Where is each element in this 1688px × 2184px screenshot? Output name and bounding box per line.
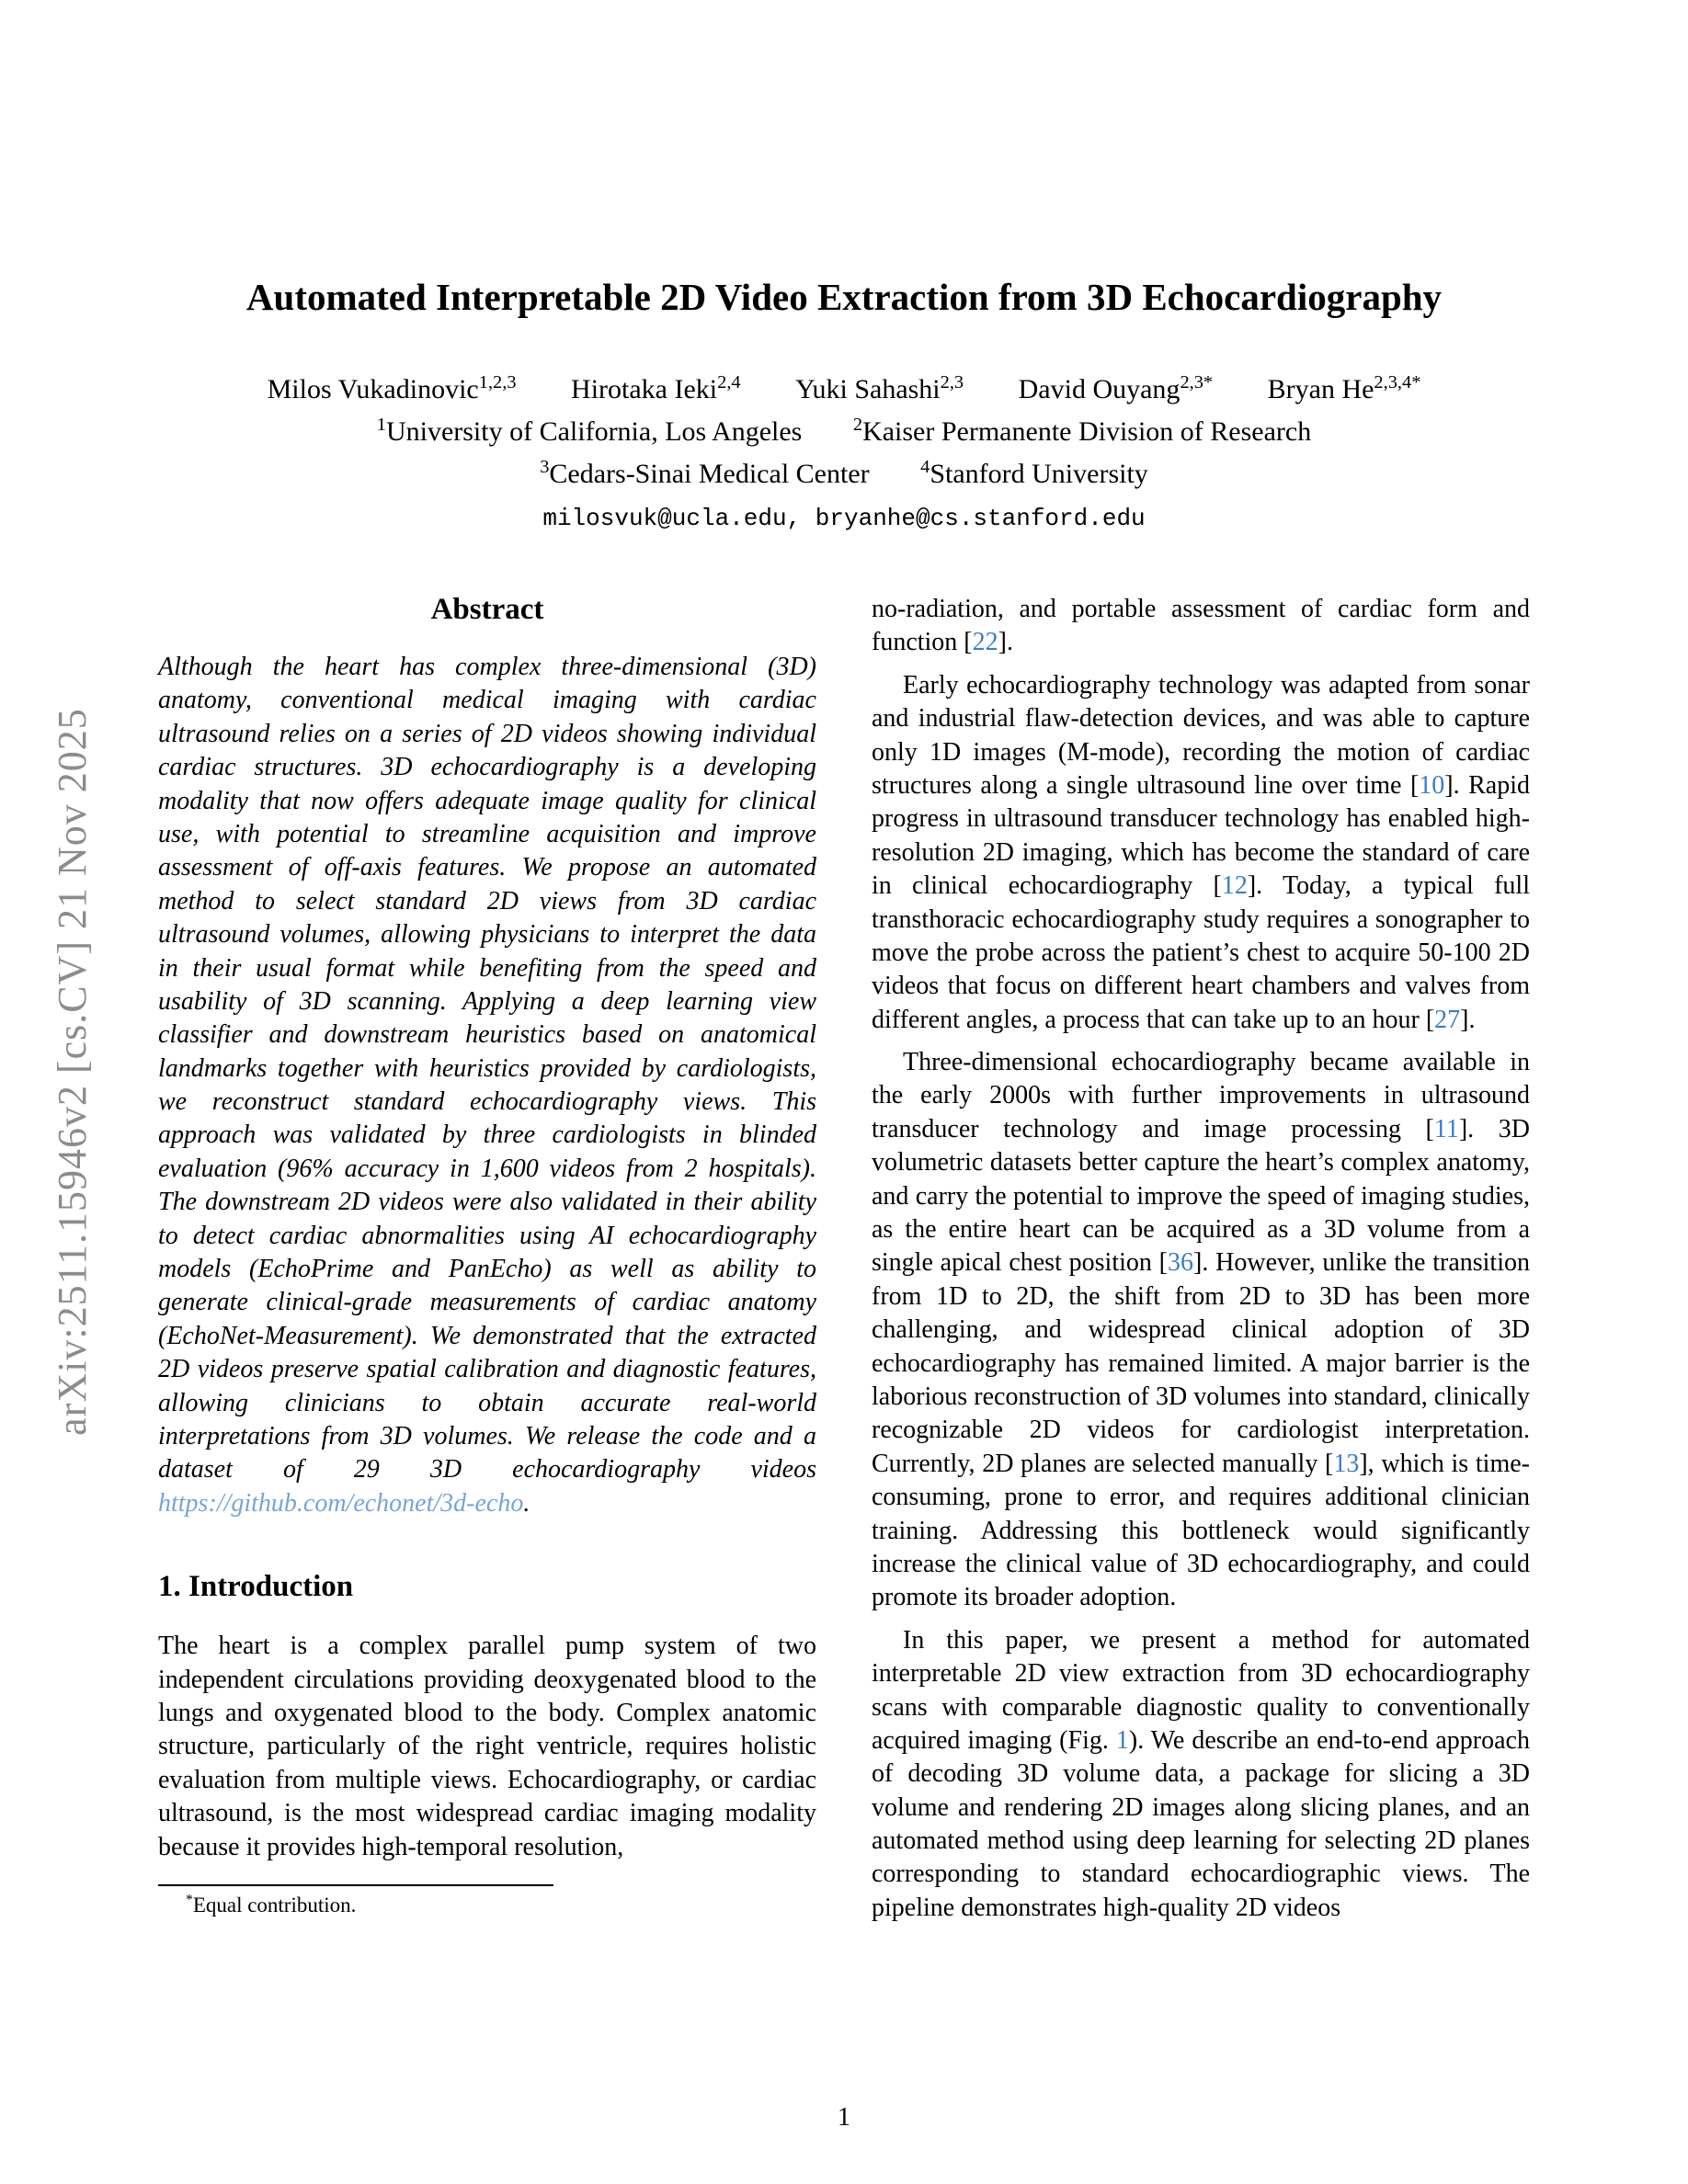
author (795, 374, 964, 404)
author (571, 374, 741, 404)
text-run: ]. However, unlike the transition from 1D to 2D, the shift from 2D to 3D has been more challenging, and widespread clinical adoption of 3D echocardiography has remained limited. A major barrier is the laborious reconstruction of 3D volumes into standard, clinically recognizable 2D videos for cardiologist interpretation. Currently, 2D planes are selected manually [ (872, 1248, 1530, 1478)
citation-link[interactable]: 10 (1419, 770, 1445, 800)
paragraph (872, 1624, 1530, 1926)
page-number: 1 (838, 2103, 850, 2132)
citation-link[interactable]: 22 (972, 628, 998, 657)
text-run: Three-dimensional echocardiography became available in the early 2000s with further improvements in ultrasound transducer technology and image processing [ (872, 1048, 1530, 1143)
footnote-marker: * (186, 1892, 193, 1908)
citation-link[interactable]: 11 (1433, 1114, 1459, 1143)
text-run: ], which is time-consuming, prone to error, and requires additional clinician training. Addressing this bottleneck would significantly increase the clinical value of 3D echocardiography, and could promote its broader adoption. (872, 1449, 1530, 1612)
paragraph (872, 669, 1530, 1037)
affiliation (853, 416, 1311, 447)
footnote-label: Equal contribution. (192, 1893, 357, 1917)
text-run: ). We describe an end-to-end approach of decoding 3D volume data, a package for slicing a 3D volume and rendering 2D images along slicing planes, and an automated method using deep learning for selecting 2D planes corresponding to standard echocardiographic views. The pipeline demonstrates high-quality 2D videos (872, 1725, 1530, 1922)
text-run: ]. Today, a typical full transthoracic echocardiography study requires a sonographer to move the probe across the patient’s chest to acquire 50-100 2D videos that focus on different heart chambers and valves from different angles, a process that can take up to an hour [ (872, 871, 1530, 1034)
citation-link[interactable]: 36 (1168, 1248, 1194, 1278)
left-column (158, 593, 816, 1925)
author (268, 374, 517, 404)
author-affiliation-sup: 2,3,4* (1374, 372, 1421, 393)
footnote (158, 1884, 816, 1917)
author-affiliation-sup: 2,4 (717, 372, 741, 393)
paragraph (872, 1046, 1530, 1615)
author-affiliation-sup: 2,3 (940, 372, 964, 393)
author-name: Yuki Sahashi (795, 374, 941, 405)
text-run: ]. (1460, 1005, 1476, 1034)
author-name: David Ouyang (1018, 374, 1180, 405)
abstract-heading: Abstract (430, 593, 544, 626)
affiliation-sup: 1 (376, 415, 386, 436)
affiliation-sup: 2 (852, 415, 863, 436)
author-name: Hirotaka Ieki (571, 374, 718, 405)
two-column-body (158, 593, 1530, 1925)
affiliation (377, 416, 803, 447)
text-run: Early echocardiography technology was adapted from sonar and industrial flaw-detection devices, and was able to capture only 1D images (M-mode), recording the motion of cardiac structures along a single ultrasound line over time [ (872, 670, 1530, 800)
paragraph (872, 593, 1530, 660)
abstract-text (158, 651, 816, 1520)
url-link[interactable]: https://github.com/echonet/3d-echo (158, 1488, 524, 1518)
author-emails: milosvuk@ucla.edu, bryanhe@cs.stanford.edu (542, 505, 1146, 533)
citation-link[interactable]: 27 (1434, 1005, 1461, 1034)
text-run: . (523, 1488, 530, 1518)
citation-link[interactable]: 1 (1115, 1725, 1129, 1755)
affiliation-name: Cedars-Sinai Medical Center (549, 459, 870, 490)
paper-header (120, 276, 1568, 532)
text-run: Although the heart has complex three-dimensional (3D) anatomy, conventional medical imaging with cardiac ultrasound relies on a series of 2D videos showing individual cardiac structures. 3D echocardiography is a developing modality that now offers adequate image quality for clinical use, with potential to streamline acquisition and improve assessment of off-axis features. We propose an automated method to select standard 2D views from 3D cardiac ultrasound volumes, allowing physicians to interpret the data in their usual format while benefiting from the speed and usability of 3D scanning. Applying a deep learning view classifier and downstream heuristics based on anatomical landmarks together with heuristics provided by cardiologists, we reconstruct standard echocardiography views. This approach was validated by three cardiologists in blinded evaluation (96% accuracy in 1,600 videos from 2 hospitals). The downstream 2D videos were also validated in their ability to detect cardiac abnormalities using AI echocardiography models (EchoPrime and PanEcho) as well as ability to generate clinical-grade measurements of cardiac anatomy (EchoNet-Measurement). We demonstrated that the extracted 2D videos preserve spatial calibration and diagnostic features, allowing clinicians to obtain accurate real-world interpretations from 3D volumes. We release the code and a dataset of 29 3D echocardiography videos (158, 653, 816, 1484)
author (1019, 374, 1213, 404)
affiliation-name: Kaiser Permanente Division of Research (862, 416, 1312, 448)
author (1268, 374, 1421, 404)
author-affiliation-sup: 1,2,3 (478, 372, 517, 393)
affiliation (540, 459, 869, 489)
author-line (120, 374, 1568, 405)
affiliation-name: Stanford University (930, 459, 1148, 490)
author-name: Milos Vukadinovic (267, 374, 479, 405)
affiliation (920, 459, 1148, 489)
paper-title: Automated Interpretable 2D Video Extraction from 3D Echocardiography (245, 276, 1443, 318)
text-run: ]. (998, 628, 1013, 657)
affiliation-sup: 4 (920, 457, 930, 478)
author-name: Bryan He (1267, 374, 1374, 405)
citation-link[interactable]: 13 (1333, 1449, 1360, 1478)
arxiv-watermark: arXiv:2511.15946v2 [cs.CV] 21 Nov 2025 (50, 708, 95, 1436)
affiliation-sup: 3 (540, 457, 550, 478)
text-run: In this paper, we present a method for automated interpretable 2D view extraction from 3D echocardiography scans with comparable diagnostic quality to conventionally acquired imaging (Fig. (872, 1625, 1530, 1755)
text-run: ]. 3D volumetric datasets better capture the heart’s complex anatomy, and carry the potential to improve the speed of imaging studies, as the entire heart can be acquired as a 3D volume from a single apical chest position [ (872, 1114, 1530, 1278)
affiliation-row (120, 416, 1568, 448)
author-affiliation-sup: 2,3* (1180, 372, 1214, 393)
footnote-rule (158, 1884, 553, 1886)
citation-link[interactable]: 12 (1221, 871, 1248, 901)
affiliation-row (120, 459, 1568, 490)
affiliation-name: University of California, Los Angeles (385, 416, 803, 448)
text-run: ]. Rapid progress in ultrasound transducer technology has enabled high-resolution 2D imaging, which has become the standard of care in clinical echocardiography [ (872, 770, 1530, 901)
right-column (872, 593, 1530, 1925)
section-heading-introduction: 1. Introduction (158, 1570, 354, 1604)
footnote-text (158, 1894, 816, 1917)
introduction-paragraph: The heart is a complex parallel pump system of two independent circulations providing deoxygenated blood to the lungs and oxygenated blood to the body. Complex anatomic structure, particularly of the right ventricle, requires holistic evaluation from multiple views. Echocardiography, or cardiac ultrasound, is the most widespread cardiac imaging modality because it provides high-temporal resolution, (158, 1632, 816, 1861)
text-run: no-radiation, and portable assessment of cardiac form and function [ (872, 595, 1530, 657)
